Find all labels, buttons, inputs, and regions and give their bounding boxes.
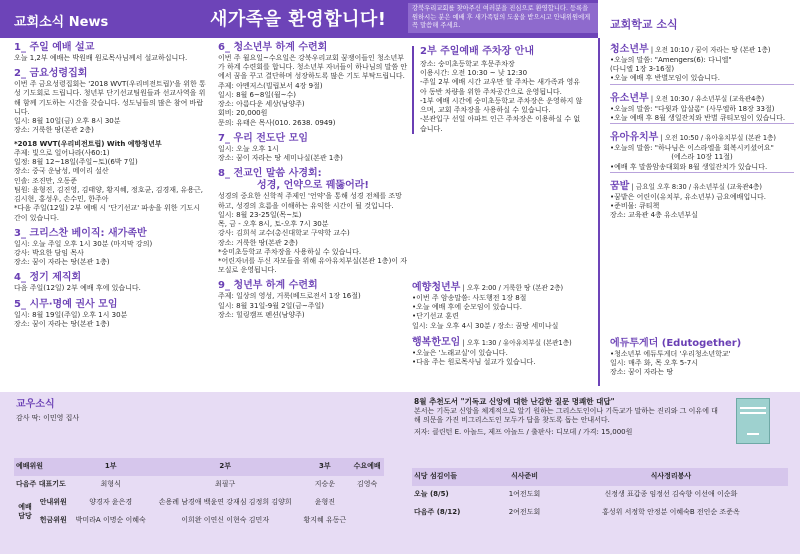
youth-meta: | 오전 10:10 / 꿈이 자라는 땅 (본관 1층) bbox=[650, 46, 771, 54]
section-line: 장소: 꿈이 자라는 땅 세미나실(본관 1층) bbox=[218, 154, 343, 163]
table-row bbox=[412, 486, 788, 504]
table-cell bbox=[350, 512, 384, 530]
table-header: 수요예배 bbox=[350, 458, 384, 476]
youth-title: 청소년부 bbox=[610, 44, 649, 55]
edutogether-title: 에듀투게더 (Edutogether) bbox=[610, 338, 742, 349]
bud-line: •준비물: 큐티책 bbox=[610, 202, 660, 211]
table-cell: 2여전도회 bbox=[508, 508, 541, 517]
section-line: 장소: 힐링캠프 펜션(남양주) bbox=[218, 310, 305, 319]
section-title: 4_ 정기 제직회 bbox=[14, 272, 82, 284]
toddler-meta: | 오전 10:50 / 유아유치부실 (본관 1층) bbox=[660, 134, 776, 143]
row-label: 오늘 (8/5) bbox=[414, 490, 449, 499]
section-line: 장소: 꿈이 자라는 땅(본관 1층) bbox=[14, 319, 110, 328]
happy-title: 행복한모임 bbox=[412, 336, 461, 348]
table-cell: 1여전도회 bbox=[508, 490, 541, 499]
edutogether-line: •청소년부 에듀투게더 '우리청소년학교' bbox=[610, 350, 731, 358]
table-header: 1부 bbox=[70, 458, 150, 476]
table-cell: 홍성위 서정학 안정분 이혜숙B 전인순 조준옥 bbox=[602, 508, 740, 517]
table-cell: 김영숙 bbox=[356, 480, 378, 489]
wvt-line: 팀원: 윤형진, 김진영, 김태양, 황지혜, 정호균, 김경재, 유용근, 김시현, 홍성우, 손수민, 한주아 bbox=[14, 185, 204, 204]
member-news-title: 교우소식 bbox=[16, 399, 55, 410]
yehyang-line: •오늘 예배 후에 순모임이 있습니다. bbox=[412, 303, 522, 312]
yehyang-line: 일시: 오늘 오후 4시 30분 / 장소: 꿈땅 세미나실 bbox=[412, 321, 559, 330]
yehyang-line: •이번 주 암송말씀: 사도행전 1장 8절 bbox=[412, 294, 527, 302]
section-line: 일시: 오늘 주일 오후 1시 30분 (마지막 강의) bbox=[14, 239, 153, 248]
school-news-title: 교회학교 소식 bbox=[610, 18, 678, 31]
book-cover-image bbox=[736, 398, 770, 444]
section-title: 2_ 금요성령집회 bbox=[14, 68, 88, 80]
row-group-label: 예배 담당 bbox=[18, 502, 32, 520]
parking-line: 이용시간: 오전 10:30 ~ 낮 12:30 bbox=[420, 69, 528, 78]
table-cell: 윤형진 bbox=[314, 498, 335, 507]
youth-line: •오늘의 말씀: "Amengers(6): 다니엘" bbox=[610, 56, 732, 64]
table-row bbox=[14, 512, 384, 530]
happy-line: •다음 주는 원로목사님 설교가 있습니다. bbox=[412, 358, 536, 367]
parking-box bbox=[412, 46, 584, 134]
parking-line: -본관입구 선일 아파트 인근 주차장은 이용하실 수 없습니다. bbox=[420, 115, 581, 133]
table-cell: 지승운 bbox=[314, 480, 335, 489]
book-title: 8월 추천도서 "기독교 신앙에 대한 난감한 질문 명쾌한 대답" bbox=[414, 397, 615, 406]
youth-line: •오늘 예배 후 반별모임이 있습니다. bbox=[610, 74, 794, 84]
section-subtitle: 성경, 언약으로 꿰뚫어라! bbox=[257, 180, 369, 192]
book-meta: 저자: 클린턴 E. 아놀드, 제프 아놀드 / 출판사: 디모데 / 가격: 15,000원 bbox=[414, 428, 633, 437]
section-line: 목, 금 - 오후 8시, 토-오후 7시 30분 bbox=[218, 220, 329, 229]
section-line: *숭미초등학교 주차장을 사용하실 수 있습니다. bbox=[218, 247, 362, 256]
row-label: 다음주 (8/12) bbox=[414, 508, 461, 517]
column-2 bbox=[218, 42, 408, 320]
wvt-line: 주제: 빛으로 일어나라(사60:1) bbox=[14, 148, 110, 157]
row-label: 안내위원 bbox=[39, 498, 67, 507]
column-1 bbox=[14, 42, 206, 329]
bud-meta: | 금요일 오후 8:30 / 유소년부실 (교육관4층) bbox=[631, 182, 762, 191]
yehyang-section bbox=[412, 282, 592, 367]
section-line: 강사: 박요한 담임 목사 bbox=[14, 248, 84, 257]
table-header: 식사준비 bbox=[495, 468, 554, 486]
wvt-line: 일정: 8월 12~18일(주일~토)(6박 7일) bbox=[14, 158, 138, 167]
column-4 bbox=[610, 44, 794, 221]
wvt-title: *2018 WVT(우리비전트립) With 예향청년부 bbox=[14, 139, 162, 148]
section-title: 6_ 청소년부 하계 수련회 bbox=[218, 42, 328, 53]
kids-line: •오늘 예배 후 8월 생일잔치와 반별 큐티모임이 있습니다. bbox=[610, 114, 794, 124]
table-row bbox=[14, 494, 384, 512]
table-header: 2부 bbox=[151, 458, 300, 476]
section-line: 장소: 아름다운 세상(남양주) bbox=[218, 100, 305, 109]
yehyang-meta: | 오후 2:00 / 거룩한 땅 (본관 2층) bbox=[462, 284, 564, 292]
table-cell: 최필구 bbox=[215, 480, 236, 489]
bud-line: •꿈밭은 어린이(유치부, 유소년부) 금요예배입니다. bbox=[610, 192, 766, 201]
table-header: 3부 bbox=[299, 458, 350, 476]
section-line: 장소: 거룩한 땅(본관 2층) bbox=[218, 238, 298, 247]
section-line: 일시: 8월 10일(금) 오후 8시 30분 bbox=[14, 117, 121, 126]
toddler-line: •예배 후 말씀암송대회와 8월 생일잔치가 있습니다. bbox=[610, 163, 794, 173]
section-line: 일시: 오늘 오후 1시 bbox=[218, 144, 279, 153]
section-title: 8_ 전교인 말씀 사경회: bbox=[218, 168, 322, 180]
parking-title: 2부 주일예배 주차장 안내 bbox=[420, 46, 535, 57]
toddler-line: (에스라 10장 11절) bbox=[671, 153, 733, 162]
section-line: 장소: 꿈이 자라는 땅(본관 1층) bbox=[14, 258, 110, 267]
parking-line: -주일 2부 예배 시간 교우만 할 주차는 새가족과 영유아 동반 차량을 위한 주차공간으로 운영됩니다. bbox=[420, 78, 581, 96]
section-title: 3_ 크리스찬 베이직: 새가족반 bbox=[14, 227, 147, 239]
edutogether-line: 장소: 꿈이 자라는 땅 bbox=[610, 368, 674, 377]
section-title: 1_ 주일 예배 설교 bbox=[14, 42, 95, 53]
worship-committee-table bbox=[14, 458, 384, 530]
happy-meta: | 오후 1:30 / 유아유치부실 (본관1층) bbox=[462, 338, 572, 347]
bud-title: 꿈밭 bbox=[610, 180, 630, 192]
yehyang-title: 예향청년부 bbox=[412, 282, 461, 293]
table-cell: 황지혜 유동근 bbox=[303, 516, 347, 525]
table-row bbox=[14, 476, 384, 494]
edutogether-section bbox=[610, 338, 794, 378]
table-header-row bbox=[14, 458, 384, 476]
row-label: 다음주 대표기도 bbox=[16, 480, 66, 489]
section-line: 장소: 거룩한 땅(본관 2층) bbox=[14, 126, 94, 135]
meal-service-table bbox=[412, 468, 788, 522]
member-news-line: 감사 딱: 이민영 집사 bbox=[16, 414, 80, 422]
section-line: *어린자녀를 두신 자모들을 위해 유아유치부실(본관 1층)이 자모실로 운영됩니다. bbox=[218, 256, 408, 275]
section-line: 강사: 김희석 교수(총신대학교 구약학 교수) bbox=[218, 229, 350, 238]
section-body: 다음 주일(12일) 2부 예배 후에 있습니다. bbox=[14, 284, 141, 293]
main-title: 새가족을 환영합니다! bbox=[210, 9, 387, 30]
news-title: 교회소식 News bbox=[14, 15, 109, 30]
column-divider bbox=[598, 38, 600, 386]
section-line: 주제: 일상의 영성, 거룩(베드로전서 1장 16절) bbox=[218, 292, 361, 301]
kids-meta: | 오전 10:30 / 유소년부실 (교육관4층) bbox=[650, 94, 765, 103]
parking-line: 장소: 숭미초등학교 후문주차장 bbox=[420, 60, 515, 68]
table-header: 예배위원 bbox=[14, 458, 70, 476]
yehyang-line: •단기선교 훈련 bbox=[412, 312, 459, 321]
parking-line: -1부 예배 시간에 숭미초등학교 주차장은 운영하지 않으며, 교회 주차장을 사용하실 수 있습니다. bbox=[420, 96, 583, 115]
section-title: 7_ 우리 전도단 모임 bbox=[218, 132, 309, 144]
kids-title: 유소년부 bbox=[610, 92, 649, 104]
wvt-line: 장소: 중국 운남성, 메이리 설산 bbox=[14, 167, 109, 176]
kids-line: •오늘의 말씀: "다윗과 압살롬" (사무엘하 18장 33절) bbox=[610, 104, 775, 113]
wvt-line: 인솔: 조진만, 오동준 bbox=[14, 176, 78, 185]
section-title: 5_ 시무·명예 권사 모임 bbox=[14, 298, 118, 310]
toddler-line: •오늘의 말씀: "하나님은 이스라엘을 회복시키셨어요" bbox=[610, 144, 774, 153]
wvt-line: *다음 주일(12일) 2부 예배 시 '단기선교' 파송을 위한 기도시간이 있습니다. bbox=[14, 204, 200, 222]
section-line: 일시: 8월 23-25일(목~토) bbox=[218, 210, 302, 219]
welcome-note: 강북우리교회를 찾아주신 여러분을 진심으로 환영합니다. 등록을 원하시는 분은 예배 후 새가족팀의 도움을 받으시고 안내위원에게 꼭 말씀해 주세요. bbox=[408, 3, 598, 33]
section-body: 이번 주 금요성령집회는 '2018 WVT(우리비전트립)'을 위한 통성 기도회로 드립니다. 청년부 단기선교팀원들과 선교사역을 위해 함께 기도하는 시간을 갖습니다. 성도님들의 많은 참여 바랍니다. bbox=[14, 80, 206, 116]
table-row bbox=[412, 504, 788, 522]
section-title: 9_ 청년부 하계 수련회 bbox=[218, 280, 318, 292]
table-cell: 이희완 이연신 이현숙 김민자 bbox=[181, 516, 270, 525]
section-line: 문의: 유태은 목사(010. 2638. 0949) bbox=[218, 118, 336, 127]
bud-line: 장소: 교육관 4층 유소년부실 bbox=[610, 211, 698, 220]
section-line: 일시: 8월 31일-9월 2일(금~주일) bbox=[218, 301, 325, 310]
table-cell: 최형식 bbox=[100, 480, 121, 489]
section-line: 회비: 20,000원 bbox=[218, 109, 268, 118]
youth-line: (다니엘 1장 3-16절) bbox=[610, 65, 675, 74]
table-header: 식당 섬김이들 bbox=[412, 468, 495, 486]
table-header-row bbox=[412, 468, 788, 486]
table-cell: 박미라A 이명순 이혜숙 bbox=[75, 516, 146, 525]
table-cell: 손용례 남경애 백윤연 강재심 김정희 김양희 bbox=[158, 498, 292, 507]
table-cell: 양경자 윤은경 bbox=[89, 498, 133, 507]
section-body: 성경의 중요한 신학적 주제인 '언약'을 통해 성경 전체를 조망하고, 성경의 흐름을 이해하는 유익한 시간이 될 것입니다. bbox=[218, 192, 402, 210]
edutogether-line: 일시: 매주 화, 목 오후 5-7시 bbox=[610, 359, 698, 368]
section-body: 오늘 1,2부 예배는 박원배 원로목사님께서 설교하십니다. bbox=[14, 54, 188, 62]
book-description: 본서는 기독교 신앙을 체계적으로 알기 원하는 그리스도인이나 기독교가 말하는 진리와 그 이유에 대해 의문을 가진 비그리스도인 모두가 답을 찾도록 돕는 안내서다. bbox=[414, 406, 718, 425]
recommended-book bbox=[414, 397, 724, 438]
table-header: 식사정리봉사 bbox=[554, 468, 788, 486]
table-cell: 신정생 표갑종 임정선 김숙향 이선애 이순화 bbox=[604, 490, 738, 499]
section-line: 일시: 8월 19일(주일) 오후 1시 30분 bbox=[14, 310, 128, 319]
section-line: 주제: 아멘저스(빌립보서 4장 9절) bbox=[218, 81, 323, 90]
section-body: 이번 주 월요일~수요일은 강북우리교회 꿈쟁이들인 청소년부가 하계 수련회를 합니다. 청소년부 자녀들이 하나님의 말씀 안에서 꿈을 꾸고 결단하며 성장하도록 많은 기도 부탁드립니다. bbox=[218, 54, 408, 81]
happy-line: •오늘은 '노래교실'이 있습니다. bbox=[412, 348, 508, 357]
table-cell bbox=[350, 494, 384, 512]
section-line: 일시: 8월 6~8일(월~수) bbox=[218, 90, 296, 99]
toddler-title: 유아유치부 bbox=[610, 132, 659, 144]
row-label: 헌금위원 bbox=[39, 516, 67, 525]
